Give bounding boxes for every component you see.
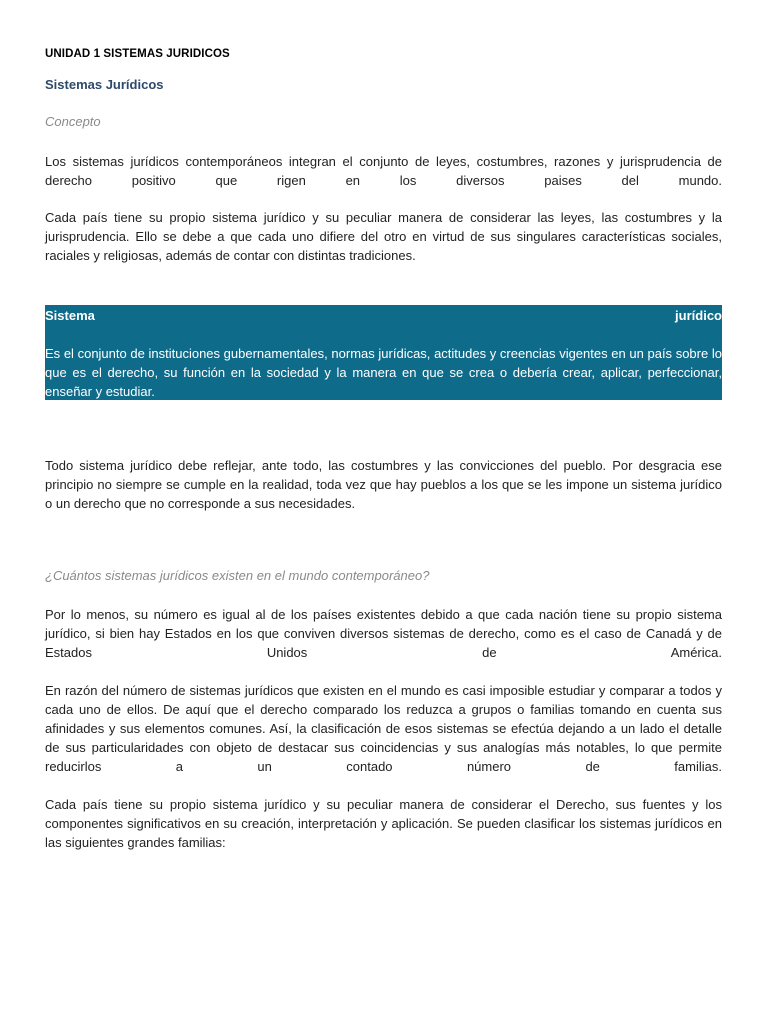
- paragraph-6: Cada país tiene su propio sistema jurídico y su peculiar manera de considerar el Derecho, sus fuentes y los componentes significativos en su creación, interpretación y aplicación. Se pueden clasificar los sistemas jurídicos en las siguientes grandes familias:: [45, 797, 722, 850]
- paragraph-5: En razón del número de sistemas jurídicos que existen en el mundo es casi imposible estudiar y comparar a todos y cada uno de ellos. De aquí que el derecho comparado los reduzca a grupos o familias tomando en cuenta sus afinidades y sus elementos comunes. Así, la clasificación de esos sistemas se efectúa dejando a un lado el detalle de sus particularidades con objeto de destacar sus coincidencias y sus analogías más notables, lo que permite reducirlos a un contado número de familias.: [45, 683, 722, 774]
- concept-label: Concepto: [45, 114, 101, 129]
- question-heading: ¿Cuántos sistemas jurídicos existen en el mundo contemporáneo?: [45, 568, 430, 583]
- unit-title: UNIDAD 1 SISTEMAS JURIDICOS: [45, 48, 230, 60]
- definition-heading-word-1: Sistema: [45, 308, 95, 323]
- definition-heading: [45, 306, 722, 325]
- definition-box: [45, 305, 722, 400]
- paragraph-1: Los sistemas jurídicos contemporáneos integran el conjunto de leyes, costumbres, razones y jurisprudencia de derecho positivo que rigen en los diversos paises del mundo.: [45, 154, 722, 188]
- paragraph-3: Todo sistema jurídico debe reflejar, ante todo, las costumbres y las convicciones del pueblo. Por desgracia ese principio no siempre se cumple en la realidad, toda vez que hay pueblos a los que se les impone un sistema jurídico o un derecho que no corresponde a sus necesidades.: [45, 458, 722, 511]
- section-title: Sistemas Jurídicos: [45, 77, 164, 92]
- paragraph-4: Por lo menos, su número es igual al de los países existentes debido a que cada nación tiene su propio sistema jurídico, si bien hay Estados en los que conviven diversos sistemas de derecho, como es el caso de Canadá y de Estados Unidos de América.: [45, 607, 722, 660]
- paragraph-2: Cada país tiene su propio sistema jurídico y su peculiar manera de considerar las leyes, las costumbres y la jurisprudencia. Ello se debe a que cada uno difiere del otro en virtud de sus singulares características sociales, raciales y religiosas, además de contar con distintas tradiciones.: [45, 210, 722, 263]
- definition-heading-word-2: jurídico: [675, 308, 722, 323]
- definition-text: Es el conjunto de instituciones gubernamentales, normas jurídicas, actitudes y creencias vigentes en un país sobre lo que es el derecho, su función en la sociedad y la manera en que se crea o debería crear, aplicar, perfeccionar, enseñar y estudiar.: [45, 346, 722, 399]
